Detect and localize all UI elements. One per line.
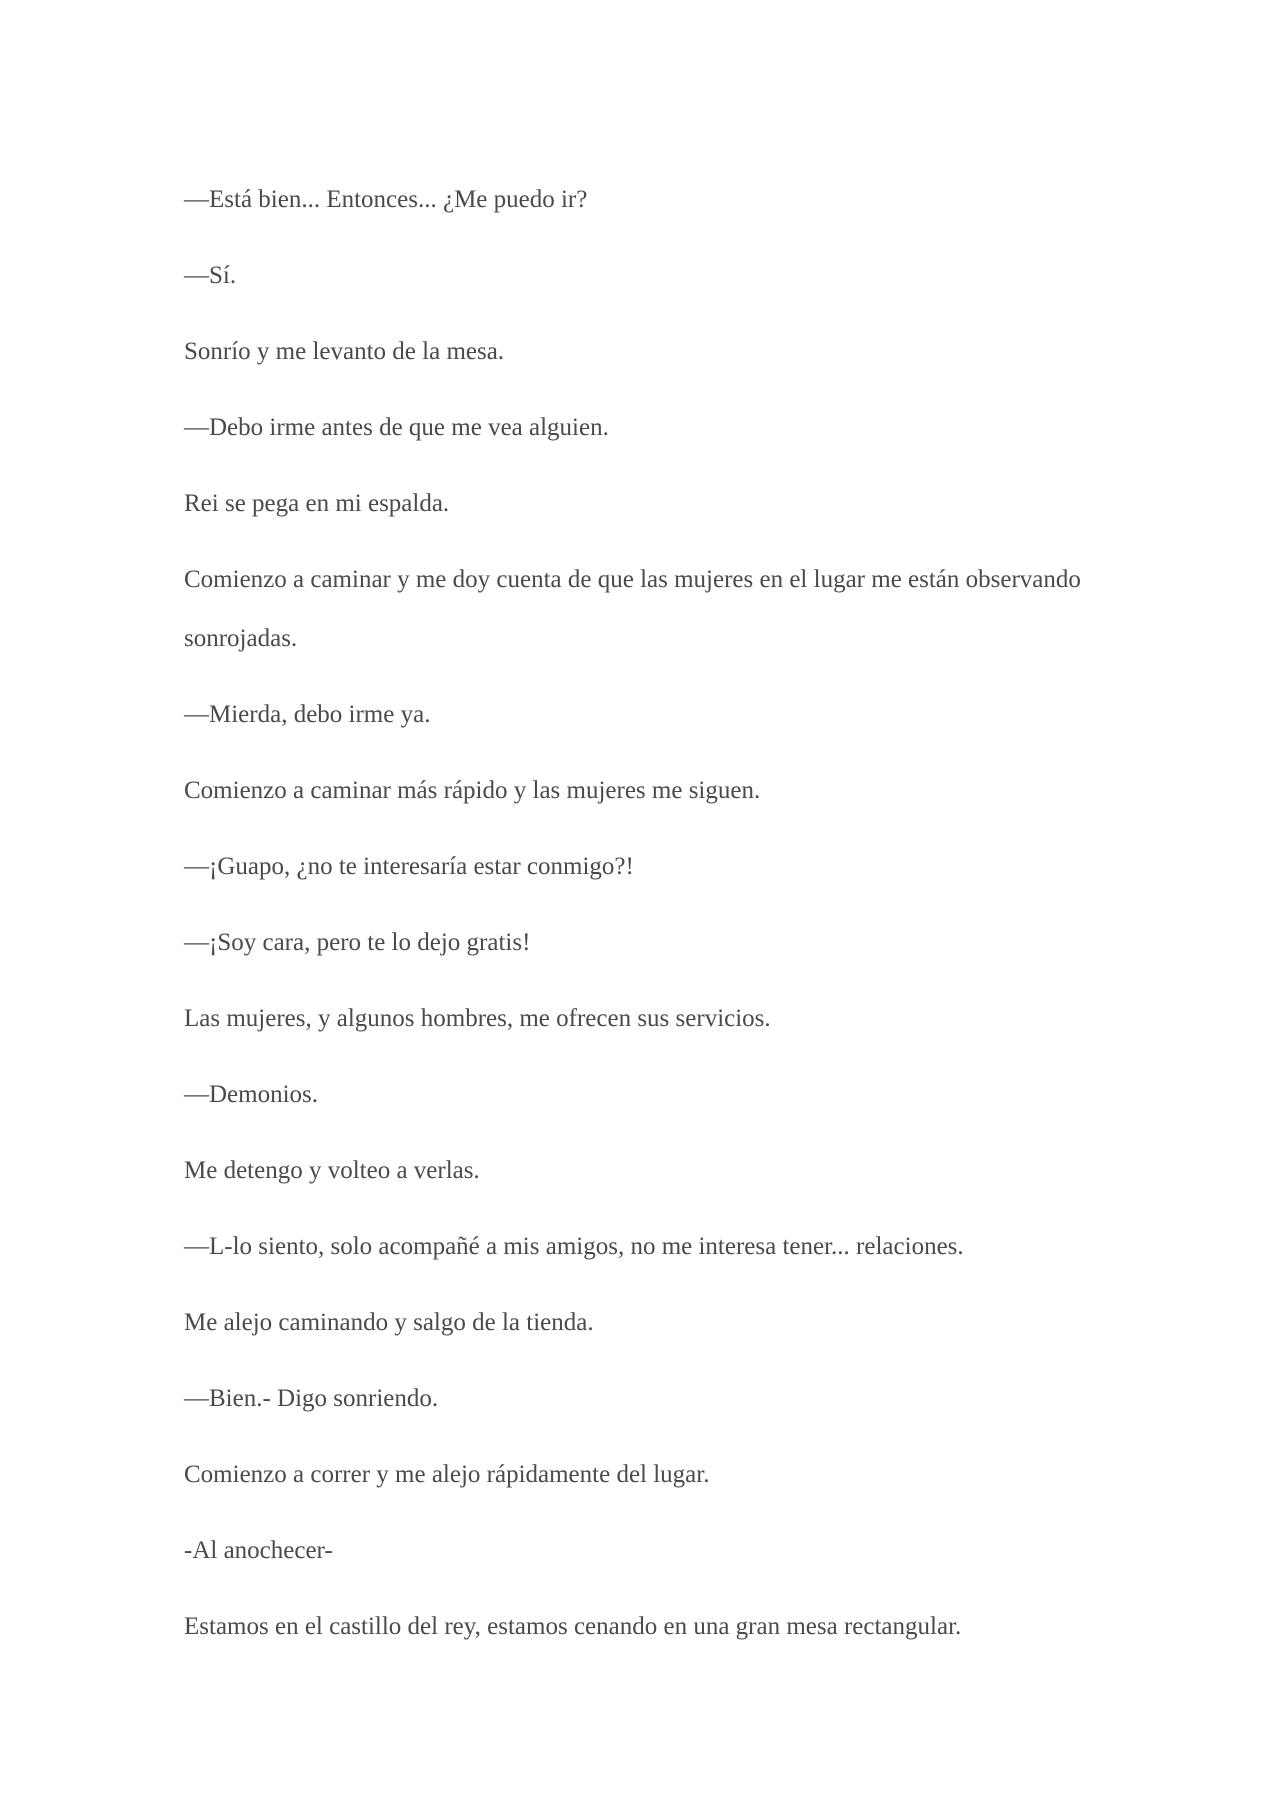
paragraph: —Está bien... Entonces... ¿Me puedo ir? bbox=[184, 186, 588, 213]
paragraph: Me detengo y volteo a verlas. bbox=[184, 1157, 480, 1184]
paragraph: —Debo irme antes de que me vea alguien. bbox=[184, 414, 609, 441]
paragraph: —Bien.- Digo sonriendo. bbox=[184, 1385, 439, 1412]
paragraph: —Demonios. bbox=[184, 1081, 319, 1108]
paragraph: Me alejo caminando y salgo de la tienda. bbox=[184, 1309, 594, 1336]
paragraph: Rei se pega en mi espalda. bbox=[184, 490, 450, 517]
document-body bbox=[184, 170, 1084, 1673]
paragraph: Comienzo a correr y me alejo rápidamente del lugar. bbox=[184, 1461, 710, 1488]
paragraph: Las mujeres, y algunos hombres, me ofrecen sus servicios. bbox=[184, 1005, 771, 1032]
paragraph: —¡Guapo, ¿no te interesaría estar conmigo?! bbox=[184, 853, 634, 880]
paragraph: —¡Soy cara, pero te lo dejo gratis! bbox=[184, 929, 531, 956]
paragraph: —L-lo siento, solo acompañé a mis amigos, no me interesa tener... relaciones. bbox=[184, 1233, 964, 1260]
paragraph: -Al anochecer- bbox=[184, 1537, 333, 1564]
paragraph: Sonrío y me levanto de la mesa. bbox=[184, 338, 505, 365]
paragraph: Comienzo a caminar más rápido y las mujeres me siguen. bbox=[184, 777, 761, 804]
paragraph: Comienzo a caminar y me doy cuenta de que las mujeres en el lugar me están observando sonrojadas. bbox=[184, 566, 1081, 652]
paragraph: —Mierda, debo irme ya. bbox=[184, 701, 431, 728]
paragraph: Estamos en el castillo del rey, estamos cenando en una gran mesa rectangular. bbox=[184, 1613, 962, 1640]
paragraph: —Sí. bbox=[184, 262, 237, 289]
